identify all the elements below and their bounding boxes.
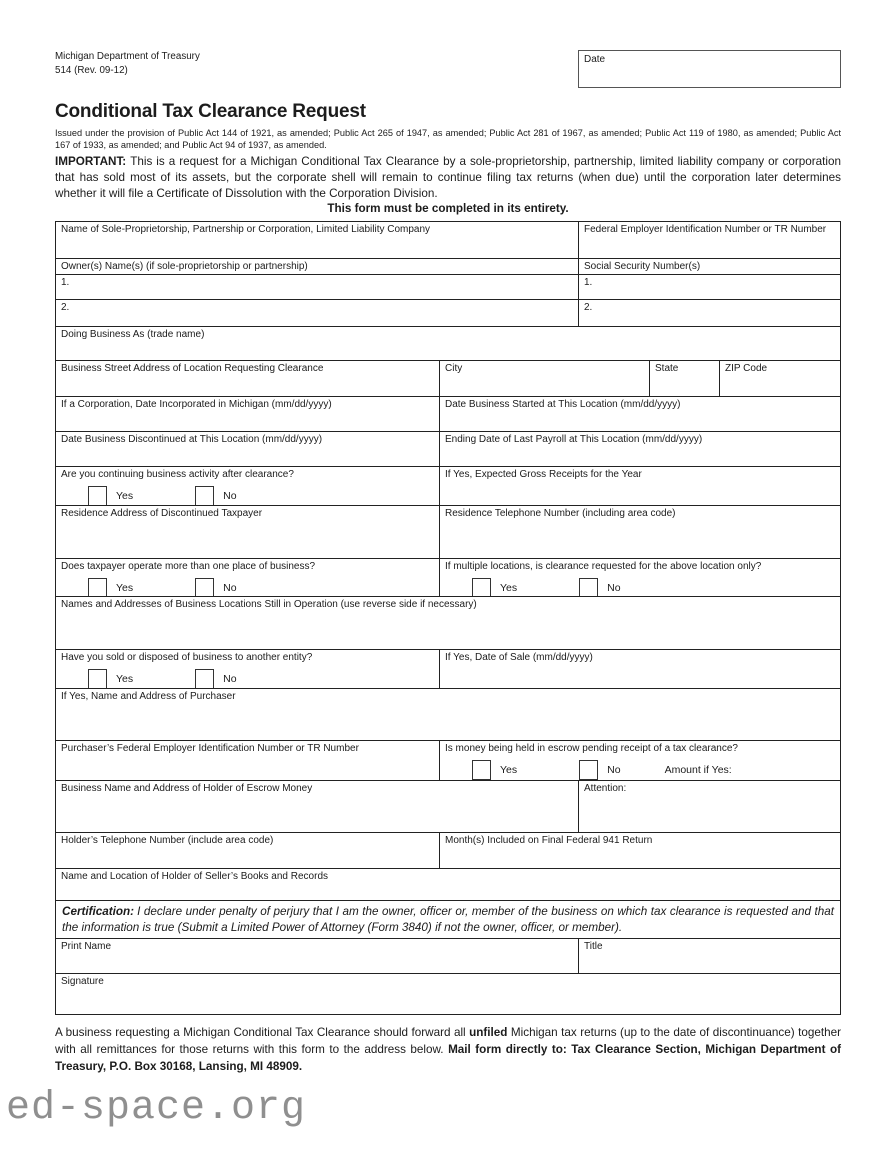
print-name-label: Print Name <box>61 941 112 953</box>
owners-header-cell <box>56 259 578 274</box>
signature-label: Signature <box>61 976 104 988</box>
city-label: City <box>445 363 463 375</box>
zip-label: ZIP Code <box>725 363 768 375</box>
locations-field[interactable] <box>56 597 840 649</box>
title-label: Title <box>584 941 603 953</box>
sold-options <box>88 669 434 689</box>
escrow-holder-field[interactable] <box>56 781 578 832</box>
purchaser-label: If Yes, Name and Address of Purchaser <box>61 691 236 703</box>
multi-loc-yes-label: Yes <box>500 581 518 594</box>
ssn-1-number: 1. <box>584 277 593 289</box>
footer-text-1: A business requesting a Michigan Conditional Tax Clearance should forward all <box>55 1026 470 1040</box>
escrow-no-checkbox[interactable] <box>579 760 598 780</box>
row-locations <box>56 596 840 649</box>
multi-place-yes-label: Yes <box>116 581 134 594</box>
gross-receipts-field[interactable] <box>439 467 840 505</box>
state-field[interactable] <box>649 361 719 396</box>
row-name-fein <box>56 222 840 258</box>
continuing-options <box>88 486 434 506</box>
owner-2-field[interactable] <box>56 300 578 326</box>
row-print-name <box>56 938 840 973</box>
multi-loc-options <box>472 578 835 597</box>
continuing-label: Are you continuing business activity after clearance? <box>61 469 294 481</box>
agency-block <box>55 50 200 77</box>
issued-text: Issued under the provision of Public Act 144 of 1921, as amended; Public Act 265 of 1947, as amended; Public Act 281 of 1967, as amended; Public Act 119 of 1980, as amended; Public Act 167 of 1933, as amended; and Public Act 94 of 1937, as amended. <box>55 128 841 151</box>
residence-phone-label: Residence Telephone Number (including area code) <box>445 508 676 520</box>
fein-field[interactable] <box>578 222 840 258</box>
date-incorporated-field[interactable] <box>56 397 439 431</box>
date-field[interactable] <box>578 50 841 88</box>
entirety-note: This form must be completed in its entirety. <box>327 202 569 216</box>
books-label: Name and Location of Holder of Seller’s Books and Records <box>61 871 329 883</box>
purchaser-fein-label: Purchaser’s Federal Employer Identification Number or TR Number <box>61 743 359 755</box>
form-table <box>55 221 841 1015</box>
row-holder-phone <box>56 832 840 868</box>
escrow-label: Is money being held in escrow pending receipt of a tax clearance? <box>445 743 738 755</box>
date-incorporated-label: If a Corporation, Date Incorporated in Michigan (mm/dd/yyyy) <box>61 399 332 411</box>
row-residence <box>56 505 840 558</box>
row-multi-location <box>56 558 840 596</box>
sale-date-label: If Yes, Date of Sale (mm/dd/yyyy) <box>445 652 593 664</box>
multi-loc-yes-checkbox[interactable] <box>472 578 491 597</box>
owner-2-number: 2. <box>61 302 70 314</box>
footer-text-2: Michigan tax returns (up to the date of discontinuance) together with all remittances for those returns with this form to the address below. <box>55 1026 841 1056</box>
escrow-yes-label: Yes <box>500 763 518 776</box>
attention-label: Attention: <box>584 783 627 795</box>
page-title: Conditional Tax Clearance Request <box>55 101 366 122</box>
ssn-2-number: 2. <box>584 302 593 314</box>
row-escrow-question <box>56 740 840 780</box>
row-continuing <box>56 466 840 505</box>
print-name-field[interactable] <box>56 939 578 973</box>
sold-no-label: No <box>223 672 237 685</box>
last-payroll-label: Ending Date of Last Payroll at This Location (mm/dd/yyyy) <box>445 434 703 446</box>
certification-cell <box>56 901 840 938</box>
row-owner-2 <box>56 299 840 326</box>
row-escrow-holder <box>56 780 840 832</box>
owner-1-number: 1. <box>61 277 70 289</box>
holder-phone-field[interactable] <box>56 833 439 868</box>
date-discontinued-label: Date Business Discontinued at This Location (mm/dd/yyyy) <box>61 434 323 446</box>
multi-place-yes-checkbox[interactable] <box>88 578 107 597</box>
state-label: State <box>655 363 679 375</box>
last-payroll-field[interactable] <box>439 432 840 466</box>
important-paragraph <box>55 154 841 201</box>
street-address-label: Business Street Address of Location Requesting Clearance <box>61 363 324 375</box>
months-941-label: Month(s) Included on Final Federal 941 Return <box>445 835 653 847</box>
sold-label: Have you sold or disposed of business to another entity? <box>61 652 313 664</box>
escrow-no-label: No <box>607 763 621 776</box>
escrow-amount-label: Amount if Yes: <box>664 763 732 776</box>
row-dba <box>56 326 840 360</box>
multi-place-question-cell <box>56 559 439 596</box>
business-name-label: Name of Sole-Proprietorship, Partnership or Corporation, Limited Liability Company <box>61 224 431 236</box>
multi-loc-question-cell <box>439 559 840 596</box>
certification-label: Certification: <box>62 905 135 919</box>
footer-bold-unfiled: unfiled <box>469 1026 508 1040</box>
multi-loc-no-checkbox[interactable] <box>579 578 598 597</box>
row-certification <box>56 900 840 938</box>
residence-address-field[interactable] <box>56 506 439 558</box>
footer-mailing-address: Mail form directly to: Tax Clearance Section, Michigan Department of Treasury, P.O. Box 30168, Lansing, MI 48909. <box>55 1042 841 1073</box>
gross-receipts-label: If Yes, Expected Gross Receipts for the Year <box>445 469 642 481</box>
title-field[interactable] <box>578 939 840 973</box>
ssn-label: Social Security Number(s) <box>584 261 701 273</box>
signature-field[interactable] <box>56 974 840 1014</box>
multi-place-label: Does taxpayer operate more than one place of business? <box>61 561 316 573</box>
sold-yes-label: Yes <box>116 672 134 685</box>
ssn-1-field[interactable] <box>578 275 840 299</box>
continuing-yes-label: Yes <box>116 489 134 502</box>
date-discontinued-field[interactable] <box>56 432 439 466</box>
multi-place-no-checkbox[interactable] <box>195 578 214 597</box>
business-name-field[interactable] <box>56 222 578 258</box>
months-941-field[interactable] <box>439 833 840 868</box>
continuing-no-checkbox[interactable] <box>195 486 214 506</box>
row-dates-1 <box>56 396 840 431</box>
continuing-no-label: No <box>223 489 237 502</box>
date-label: Date <box>584 54 606 65</box>
sale-date-field[interactable] <box>439 650 840 688</box>
escrow-yes-checkbox[interactable] <box>472 760 491 780</box>
continuing-question-cell <box>56 467 439 505</box>
attention-field[interactable] <box>578 781 840 832</box>
row-sold <box>56 649 840 688</box>
continuing-yes-checkbox[interactable] <box>88 486 107 506</box>
street-address-field[interactable] <box>56 361 439 396</box>
multi-place-no-label: No <box>223 581 237 594</box>
row-owner-1 <box>56 274 840 299</box>
mailing-instructions <box>55 1025 841 1075</box>
owner-1-field[interactable] <box>56 275 578 299</box>
multi-place-options <box>88 578 434 597</box>
locations-label: Names and Addresses of Business Locations Still in Operation (use reverse side if necessary) <box>61 599 477 611</box>
row-books <box>56 868 840 900</box>
date-started-field[interactable] <box>439 397 840 431</box>
important-text: This is a request for a Michigan Conditional Tax Clearance by a sole-proprietorship, partnership, limited liability company or corporation that has sold most of its assets, but the corporate shell will remain to continue filing tax returns (when due) until the corporation later determines whether it will file a Certificate of Dissolution with the Corporation Division. <box>55 155 841 200</box>
watermark: ed-space.org <box>6 1086 307 1131</box>
page-header <box>55 50 841 88</box>
row-purchaser <box>56 688 840 740</box>
escrow-holder-label: Business Name and Address of Holder of Escrow Money <box>61 783 313 795</box>
sold-no-checkbox[interactable] <box>195 669 214 689</box>
agency-name: Michigan Department of Treasury <box>55 51 200 62</box>
purchaser-field[interactable] <box>56 689 840 740</box>
residence-address-label: Residence Address of Discontinued Taxpayer <box>61 508 263 520</box>
ssn-2-field[interactable] <box>578 300 840 326</box>
fein-label: Federal Employer Identification Number or TR Number <box>584 224 827 236</box>
escrow-options <box>472 760 835 780</box>
ssn-header-cell <box>578 259 840 274</box>
row-address <box>56 360 840 396</box>
multi-loc-no-label: No <box>607 581 621 594</box>
date-started-label: Date Business Started at This Location (mm/dd/yyyy) <box>445 399 681 411</box>
sold-yes-checkbox[interactable] <box>88 669 107 689</box>
residence-phone-field[interactable] <box>439 506 840 558</box>
certification-text: I declare under penalty of perjury that I am the owner, officer or, member of the business on which tax clearance is requested and that the information is true (Submit a Limited Power of Attorney (Form 3840) if not the owner, officer, or member). <box>62 905 834 935</box>
row-owners-header <box>56 258 840 274</box>
holder-phone-label: Holder’s Telephone Number (include area code) <box>61 835 274 847</box>
important-label: IMPORTANT: <box>55 155 127 169</box>
zip-field[interactable] <box>719 361 840 396</box>
escrow-question-cell <box>439 741 840 780</box>
multi-loc-label: If multiple locations, is clearance requested for the above location only? <box>445 561 762 573</box>
owners-label: Owner(s) Name(s) (if sole-proprietorship or partnership) <box>61 261 308 273</box>
dba-label: Doing Business As (trade name) <box>61 329 205 341</box>
row-dates-2 <box>56 431 840 466</box>
row-signature <box>56 973 840 1014</box>
books-field[interactable] <box>56 869 840 900</box>
purchaser-fein-field[interactable] <box>56 741 439 780</box>
dba-field[interactable] <box>56 327 840 360</box>
form-number: 514 (Rev. 09-12) <box>55 64 128 76</box>
city-field[interactable] <box>439 361 649 396</box>
sold-question-cell <box>56 650 439 688</box>
